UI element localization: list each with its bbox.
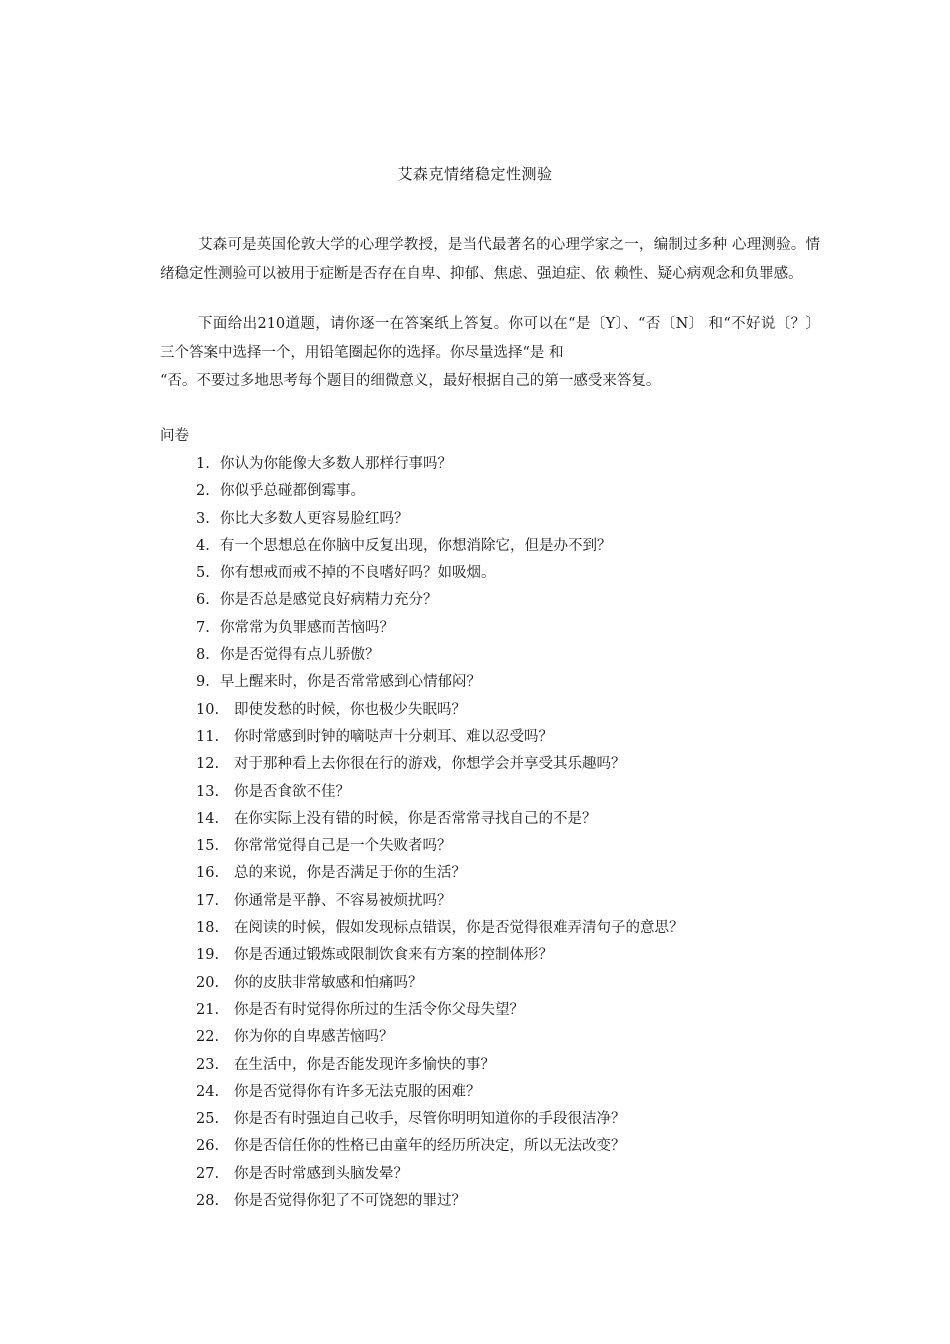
question-text: 你有想戒而戒不掉的不良嗜好吗？如吸烟。 [220, 565, 496, 582]
question-text: 你认为你能像大多数人那样行事吗？ [220, 456, 452, 472]
question-text: 你是否觉得有点儿骄傲？ [220, 647, 380, 664]
question-item [196, 997, 684, 1024]
question-item [196, 942, 684, 969]
question-item [196, 533, 684, 560]
question-number: 10. [196, 701, 220, 718]
question-number: 15. [196, 838, 220, 855]
question-item [196, 1052, 684, 1079]
question-text: 你是否总是感觉良好病精力充分？ [220, 592, 438, 609]
question-item [196, 506, 684, 533]
intro-text-1: 艾森可是英国伦敦大学的心理学教授，是当代最著名的心理学家之一，编制过多种 心理测验。情绪稳定性测验可以被用于症断是否存在自卑、抑郁、焦虑、强迫症、依 赖性、疑心病观念和负罪感。 [160, 237, 820, 282]
question-number: 27. [196, 1165, 220, 1182]
question-item [196, 860, 684, 887]
question-number: 7. [196, 619, 210, 636]
question-text: 在阅读的时候，假如发现标点错误，你是否觉得很难弄清句子的意思？ [234, 920, 684, 937]
question-number: 1. [196, 456, 210, 472]
question-number: 3. [196, 510, 210, 527]
question-text: 你是否有时强迫自己收手，尽管你明明知道你的手段很洁净？ [234, 1111, 626, 1128]
question-number: 21. [196, 1001, 220, 1018]
question-number: 19. [196, 947, 220, 964]
question-item [196, 1106, 684, 1133]
question-text: 总的来说，你是否满足于你的生活？ [234, 865, 466, 882]
question-number: 11. [196, 728, 220, 745]
question-number: 28. [196, 1193, 220, 1210]
question-list [196, 451, 684, 1215]
question-number: 24. [196, 1083, 220, 1100]
question-item [196, 451, 684, 478]
question-number: 9. [196, 674, 210, 691]
intro-text-2b: “否。不要过多地思考每个题目的细微意义，最好根据自己的第一感受来答复。 [160, 373, 661, 389]
question-item [196, 751, 684, 778]
question-text: 早上醒来时，你是否常常感到心情郁闷？ [220, 674, 481, 691]
question-item [196, 1024, 684, 1051]
question-number: 22. [196, 1029, 220, 1046]
question-text: 你是否时常感到头脑发晕？ [234, 1165, 408, 1182]
question-item [196, 915, 684, 942]
intro-paragraph-1 [160, 231, 820, 288]
question-item [196, 1079, 684, 1106]
question-item [196, 615, 684, 642]
question-item [196, 642, 684, 669]
question-item [196, 833, 684, 860]
question-text: 你似乎总碰都倒霉事。 [220, 483, 365, 500]
question-item [196, 697, 684, 724]
question-item [196, 888, 684, 915]
question-text: 在生活中，你是否能发现许多愉快的事？ [234, 1056, 495, 1073]
question-text: 你常常为负罪感而苦恼吗？ [220, 619, 394, 636]
question-item [196, 1133, 684, 1160]
question-number: 14. [196, 810, 220, 827]
section-label-questionnaire: 问卷 [160, 428, 189, 444]
question-number: 6. [196, 592, 210, 609]
question-item [196, 1161, 684, 1188]
question-number: 4. [196, 537, 210, 554]
question-text: 你是否食欲不佳？ [234, 783, 350, 800]
question-text: 你时常感到时钟的嘀哒声十分刺耳、难以忍受吗？ [234, 728, 553, 745]
question-number: 16. [196, 865, 220, 882]
question-text: 你比大多数人更容易脸红吗？ [220, 510, 409, 527]
page-title: 艾森克情绪稳定性测验 [397, 165, 553, 183]
question-number: 5. [196, 565, 210, 582]
intro-text-2a: 下面给出210道题，请你逐一在答案纸上答复。你可以在“是〔Y〕、“否〔N〕 和“不好说〔？〕 三个答案中选择一个，用铅笔圈起你的选择。你尽量选择“是 和 [160, 316, 820, 361]
question-number: 2. [196, 483, 210, 500]
intro-paragraph-2 [160, 310, 820, 396]
question-number: 25. [196, 1111, 220, 1128]
question-text: 你是否觉得你有许多无法克服的困难？ [234, 1083, 481, 1100]
question-number: 18. [196, 920, 220, 937]
question-item [196, 806, 684, 833]
question-item [196, 587, 684, 614]
question-item [196, 478, 684, 505]
question-text: 有一个思想总在你脑中反复出现，你想消除它，但是办不到？ [220, 537, 612, 554]
question-item [196, 1188, 684, 1215]
question-number: 26. [196, 1138, 220, 1155]
question-text: 你是否通过锻炼或限制饮食来有方案的控制体形？ [234, 947, 553, 964]
question-text: 你的皮肤非常敏感和怕痛吗？ [234, 974, 423, 991]
question-text: 你是否信任你的性格已由童年的经历所决定，所以无法改变？ [234, 1138, 626, 1155]
question-text: 你常常觉得自己是一个失败者吗？ [234, 838, 452, 855]
question-text: 对于那种看上去你很在行的游戏，你想学会并享受其乐趣吗？ [234, 756, 626, 773]
question-number: 17. [196, 892, 220, 909]
question-number: 20. [196, 974, 220, 991]
question-text: 你是否有时觉得你所过的生活令你父母失望？ [234, 1001, 524, 1018]
question-item [196, 724, 684, 751]
question-number: 13. [196, 783, 220, 800]
question-number: 23. [196, 1056, 220, 1073]
question-text: 你为你的自卑感苦恼吗？ [234, 1029, 394, 1046]
question-item [196, 560, 684, 587]
question-number: 12. [196, 756, 220, 773]
question-item [196, 779, 684, 806]
question-item [196, 669, 684, 696]
question-text: 你通常是平静、不容易被烦扰吗？ [234, 892, 452, 909]
question-text: 在你实际上没有错的时候，你是否常常寻找自己的不是？ [234, 810, 597, 827]
question-number: 8. [196, 647, 210, 664]
question-item [196, 970, 684, 997]
question-text: 即使发愁的时候，你也极少失眠吗？ [234, 701, 466, 718]
question-text: 你是否觉得你犯了不可饶恕的罪过？ [234, 1193, 466, 1210]
